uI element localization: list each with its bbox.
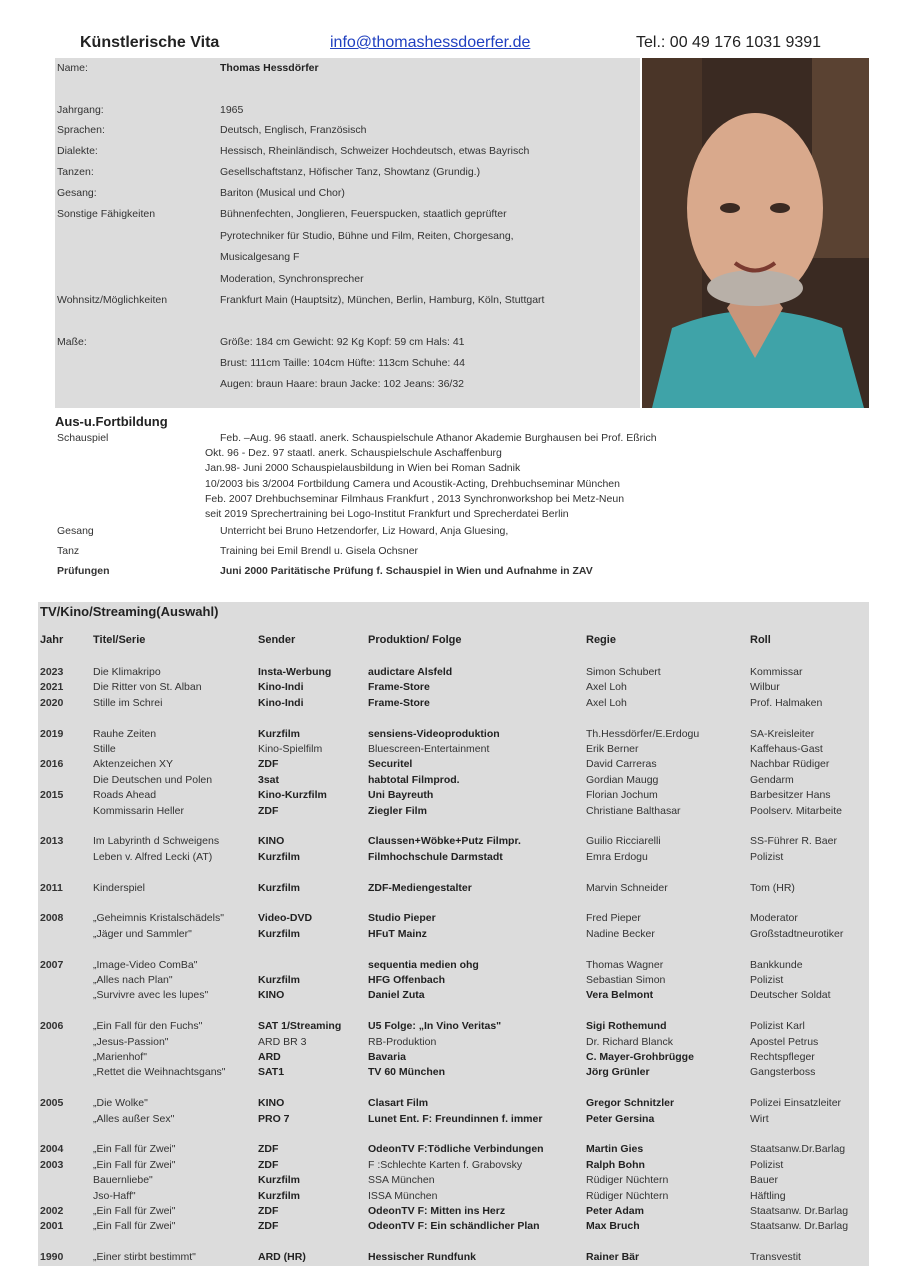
table-cell: Dr. Richard Blanck (586, 1035, 673, 1048)
table-cell: Kommissar (750, 666, 803, 678)
table-cell: Kurzfilm (258, 727, 300, 740)
table-cell: Video-DVD (258, 912, 313, 925)
table-cell: Bluescreen-Entertainment (368, 743, 490, 755)
personal-label: Jahrgang: (57, 104, 104, 116)
table-cell: ARD BR 3 (258, 1035, 307, 1048)
table-cell: Kinderspiel (93, 881, 145, 894)
table-cell: „Ein Fall für den Fuchs" (93, 1020, 203, 1033)
table-cell: ZDF (258, 1220, 279, 1233)
table-cell: Tom (HR) (750, 881, 795, 894)
table-cell: Jso-Haff" (93, 1189, 136, 1202)
table-cell: OdeonTV F: Ein schändlicher Plan (368, 1220, 540, 1233)
table-cell: OdeonTV F:Tödliche Verbindungen (368, 1143, 544, 1156)
table-cell: „Marienhof" (93, 1051, 147, 1063)
table-cell: audictare Alsfeld (368, 666, 453, 678)
table-cell: Ralph Bohn (586, 1158, 645, 1171)
table-cell: „Jesus-Passion" (93, 1035, 169, 1048)
table-row (38, 758, 869, 773)
table-row (38, 959, 869, 974)
table-cell: Sebastian Simon (586, 974, 666, 986)
director-header: Regie (586, 634, 616, 646)
table-row (38, 681, 869, 696)
table-cell: Polizist (750, 1158, 784, 1171)
table-row (38, 697, 869, 712)
table-cell: Fred Pieper (586, 912, 641, 925)
table-cell: Nadine Becker (586, 927, 655, 940)
table-row (38, 1236, 869, 1251)
table-cell: Securitel (368, 758, 413, 771)
table-cell: ZDF (258, 804, 279, 817)
table-cell: Frame-Store (368, 696, 430, 709)
table-cell: Daniel Zuta (368, 989, 425, 1002)
personal-value: Bühnenfechten, Jonglieren, Feuerspucken, staatlich geprüfter (220, 208, 507, 220)
table-cell: KINO (258, 835, 285, 848)
table-cell: „Alles nach Plan" (93, 974, 173, 986)
personal-label: Maße: (57, 336, 87, 348)
table-cell: 2003 (40, 1158, 64, 1171)
table-cell: SS-Führer R. Baer (750, 835, 837, 848)
personal-value: 1965 (220, 104, 244, 116)
table-cell: 2023 (40, 666, 64, 678)
table-cell: KINO (258, 1097, 285, 1110)
table-row (38, 1143, 869, 1158)
table-row (38, 1020, 869, 1035)
table-cell: Kino-Indi (258, 681, 304, 694)
table-cell: Kurzfilm (258, 881, 300, 894)
table-cell: Kino-Spielfilm (258, 743, 323, 755)
table-cell: Axel Loh (586, 681, 627, 694)
education-value: Feb. 2007 Drehbuchseminar Filmhaus Frankfurt , 2013 Synchronworkshop bei Metz-Neun (205, 493, 625, 505)
education-label: Prüfungen (57, 565, 110, 577)
table-cell: Ziegler Film (368, 804, 427, 817)
table-cell: Prof. Halmaken (750, 696, 823, 709)
table-row (38, 789, 869, 804)
table-row (38, 928, 869, 943)
table-cell: Bankkunde (750, 958, 803, 971)
table-row (38, 943, 869, 958)
table-cell: 2007 (40, 958, 64, 971)
personal-value: Augen: braun Haare: braun Jacke: 102 Jeans: 36/32 (220, 378, 465, 390)
table-row (38, 1128, 869, 1143)
table-cell: Peter Adam (586, 1205, 644, 1217)
table-cell: 2013 (40, 835, 64, 848)
personal-value: Thomas Hessdörfer (220, 62, 319, 74)
table-cell: Kurzfilm (258, 974, 300, 986)
personal-value: Brust: 111cm Taille: 104cm Hüfte: 113cm Schuhe: 44 (220, 357, 465, 369)
production-header: Produktion/ Folge (368, 634, 462, 646)
table-cell: Axel Loh (586, 696, 627, 709)
table-cell: sensiens-Videoproduktion (368, 727, 500, 740)
table-cell: Polizist (750, 850, 784, 863)
table-cell: Polizist (750, 974, 784, 986)
table-cell: „Geheimnis Kristalschädels" (93, 912, 224, 925)
table-row (38, 1205, 869, 1220)
table-cell: Jörg Grünler (586, 1066, 650, 1079)
table-row (38, 989, 869, 1004)
table-cell: ZDF (258, 758, 279, 771)
table-cell: ISSA München (368, 1189, 438, 1202)
table-cell: F :Schlechte Karten f. Grabovsky (368, 1158, 523, 1171)
table-cell: Poolserv. Mitarbeite (750, 804, 843, 817)
table-cell: Kaffehaus-Gast (750, 743, 823, 755)
education-value: Training bei Emil Brendl u. Gisela Ochsner (220, 545, 419, 557)
table-cell: 2019 (40, 727, 64, 740)
table-cell: Stille (93, 743, 116, 755)
table-cell: Gendarm (750, 773, 794, 786)
table-cell: C. Mayer-Grohbrügge (586, 1051, 694, 1063)
table-row (38, 666, 869, 681)
table-row (38, 774, 869, 789)
table-cell: „Jäger und Sammler" (93, 927, 192, 940)
table-cell: Bavaria (368, 1051, 406, 1063)
education-title: Aus-u.Fortbildung (55, 414, 168, 429)
table-cell: Gangsterboss (750, 1066, 816, 1079)
year-header: Jahr (40, 634, 64, 646)
education-value: Unterricht bei Bruno Hetzendorfer, Liz Howard, Anja Gluesing, (220, 525, 509, 537)
table-cell: Rechtspfleger (750, 1051, 815, 1063)
education-value: Feb. –Aug. 96 staatl. anerk. Schauspielschule Athanor Akademie Burghausen bei Prof. Eßrich (220, 432, 657, 444)
table-cell: Polizei Einsatzleiter (750, 1097, 842, 1110)
table-cell: Studio Pieper (368, 912, 436, 925)
table-cell: Th.Hessdörfer/E.Erdogu (586, 727, 700, 740)
table-cell: 2015 (40, 789, 64, 802)
table-cell: Thomas Wagner (586, 958, 664, 971)
table-cell: Kurzfilm (258, 927, 300, 940)
role-header: Roll (750, 634, 771, 646)
table-cell: Großstadtneurotiker (750, 927, 844, 940)
table-row (38, 1005, 869, 1020)
table-cell: Vera Belmont (586, 989, 654, 1002)
table-cell: 2016 (40, 758, 64, 771)
table-cell: OdeonTV F: Mitten ins Herz (368, 1205, 506, 1217)
table-row (38, 1051, 869, 1066)
personal-value: Bariton (Musical und Chor) (220, 187, 345, 199)
table-cell: 1990 (40, 1251, 64, 1264)
table-cell: Transvestit (750, 1251, 801, 1264)
table-row (38, 835, 869, 850)
personal-info-panel (55, 58, 640, 408)
table-cell: Im Labyrinth d Schweigens (93, 835, 220, 848)
table-cell: Max Bruch (586, 1220, 640, 1233)
table-cell: Barbesitzer Hans (750, 789, 831, 802)
education-value: seit 2019 Sprechertraining bei Logo-Institut Frankfurt und Sprecherdatei Berlin (205, 508, 569, 520)
table-cell: „Ein Fall für Zwei" (93, 1205, 176, 1217)
table-cell: Florian Jochum (586, 789, 658, 802)
table-row (38, 1066, 869, 1081)
table-cell: KINO (258, 989, 285, 1002)
table-cell: PRO 7 (258, 1112, 290, 1125)
table-cell: Rüdiger Nüchtern (586, 1174, 669, 1187)
table-cell: Kurzfilm (258, 1189, 300, 1202)
table-cell: Lunet Ent. F: Freundinnen f. immer (368, 1112, 543, 1125)
personal-value: Pyrotechniker für Studio, Bühne und Film, Reiten, Chorgesang, (220, 230, 514, 242)
table-cell: 2011 (40, 881, 63, 894)
table-cell: sequentia medien ohg (368, 958, 479, 971)
table-cell: „Ein Fall für Zwei" (93, 1220, 176, 1233)
table-cell: ZDF (258, 1143, 279, 1156)
table-cell: Wirt (750, 1112, 769, 1125)
table-cell: RB-Produktion (368, 1035, 437, 1048)
education-value: 10/2003 bis 3/2004 Fortbildung Camera und Acoustik-Acting, Drehbuchseminar München (205, 478, 620, 490)
table-cell: Hessischer Rundfunk (368, 1251, 476, 1264)
personal-value: Gesellschaftstanz, Höfischer Tanz, Showtanz (Grundig.) (220, 166, 481, 178)
table-cell: Peter Gersina (586, 1112, 655, 1125)
table-cell: „Image-Video ComBa" (93, 958, 198, 971)
table-cell: „Die Wolke" (93, 1097, 148, 1110)
table-cell: „Alles außer Sex" (93, 1112, 175, 1125)
table-row (38, 820, 869, 835)
table-row (38, 851, 869, 866)
table-cell: 3sat (258, 773, 280, 786)
personal-label: Name: (57, 62, 88, 74)
table-cell: ARD (258, 1051, 281, 1063)
table-cell: Bauernliebe" (93, 1174, 153, 1187)
table-cell: Kino-Indi (258, 696, 304, 709)
table-cell: Apostel Petrus (750, 1035, 819, 1048)
education-value: Jan.98- Juni 2000 Schauspielausbildung in Wien bei Roman Sadnik (205, 462, 521, 474)
table-cell: Deutscher Soldat (750, 989, 831, 1002)
education-label: Tanz (57, 545, 80, 557)
table-cell: Die Deutschen und Polen (93, 773, 213, 786)
table-cell: 2008 (40, 912, 64, 925)
table-cell: ZDF (258, 1158, 279, 1171)
personal-label: Tanzen: (57, 166, 94, 178)
personal-label: Dialekte: (57, 145, 98, 157)
table-cell: Die Ritter von St. Alban (93, 681, 202, 694)
table-cell: TV 60 München (368, 1066, 446, 1079)
table-cell: Rauhe Zeiten (93, 727, 157, 740)
table-cell: Guilio Ricciarelli (586, 835, 661, 848)
table-cell: U5 Folge: „In Vino Veritas" (368, 1020, 502, 1033)
table-cell: Uni Bayreuth (368, 789, 434, 802)
table-row (38, 1220, 869, 1235)
portrait-photo (642, 58, 869, 408)
table-cell: Gordian Maugg (586, 773, 659, 786)
table-row (38, 897, 869, 912)
table-row (38, 712, 869, 727)
table-row (38, 1113, 869, 1128)
education-value: Juni 2000 Paritätische Prüfung f. Schauspiel in Wien und Aufnahme in ZAV (220, 565, 593, 577)
filmography-title: TV/Kino/Streaming(Auswahl) (40, 604, 219, 619)
table-cell: 2020 (40, 696, 64, 709)
table-cell: SAT 1/Streaming (258, 1020, 342, 1033)
table-row (38, 1036, 869, 1051)
table-row (38, 974, 869, 989)
table-cell: SAT1 (258, 1066, 285, 1079)
table-cell: 2006 (40, 1020, 64, 1033)
education-label: Schauspiel (57, 432, 109, 444)
table-cell: 2021 (40, 681, 64, 694)
table-row (38, 866, 869, 881)
table-cell: Kurzfilm (258, 850, 300, 863)
table-cell: Die Klimakripo (93, 666, 161, 678)
table-cell: SA-Kreisleiter (750, 727, 815, 740)
table-row (38, 1190, 869, 1205)
table-cell: Rainer Bär (586, 1251, 640, 1264)
table-cell: Simon Schubert (586, 666, 661, 678)
table-cell: ARD (HR) (258, 1251, 306, 1264)
table-row (38, 882, 869, 897)
table-cell: Häftling (750, 1189, 786, 1202)
personal-value: Deutsch, Englisch, Französisch (220, 124, 367, 136)
table-cell: Moderator (750, 912, 798, 925)
table-row (38, 743, 869, 758)
table-cell: Kino-Kurzfilm (258, 789, 327, 802)
table-cell: Leben v. Alfred Lecki (AT) (93, 850, 213, 863)
table-cell: Christiane Balthasar (586, 804, 681, 817)
table-cell: Wilbur (750, 681, 780, 694)
table-cell: Kommissarin Heller (93, 804, 185, 817)
table-row (38, 1159, 869, 1174)
page-title: Künstlerische Vita (80, 34, 220, 51)
table-cell: Sigi Rothemund (586, 1020, 667, 1033)
table-cell: SSA München (368, 1174, 435, 1187)
table-cell: „Einer stirbt bestimmt" (93, 1251, 196, 1264)
table-cell: Clasart Film (368, 1097, 429, 1110)
filmography-panel (38, 602, 869, 1266)
table-cell: Kurzfilm (258, 1174, 300, 1187)
personal-value: Musicalgesang F (220, 251, 300, 263)
table-cell: David Carreras (586, 758, 657, 771)
table-cell: Claussen+Wöbke+Putz Filmpr. (368, 835, 521, 848)
education-label: Gesang (57, 525, 94, 537)
personal-label: Gesang: (57, 187, 97, 199)
education-value: Okt. 96 - Dez. 97 staatl. anerk. Schauspielschule Aschaffenburg (205, 447, 502, 459)
personal-label: Wohnsitz/Möglichkeiten (57, 294, 168, 306)
table-cell: HFG Offenbach (368, 974, 446, 986)
table-cell: 2004 (40, 1143, 64, 1156)
table-cell: Stille im Schrei (93, 696, 163, 709)
email-link[interactable]: info@thomashessdoerfer.de (330, 34, 531, 51)
table-cell: Staatsanw.Dr.Barlag (750, 1143, 846, 1156)
table-cell: Insta-Werbung (258, 666, 332, 678)
table-cell: 2001 (40, 1220, 64, 1233)
table-cell: Bauer (750, 1174, 779, 1187)
table-row (38, 1174, 869, 1189)
table-cell: Staatsanw. Dr.Barlag (750, 1220, 849, 1233)
table-cell: „Ein Fall für Zwei" (93, 1143, 176, 1156)
personal-value: Frankfurt Main (Hauptsitz), München, Berlin, Hamburg, Köln, Stuttgart (220, 294, 545, 306)
table-cell: Aktenzeichen XY (93, 758, 173, 771)
table-row (38, 1082, 869, 1097)
table-cell: Emra Erdogu (586, 850, 648, 863)
phone-number: Tel.: 00 49 176 1031 9391 (636, 34, 822, 51)
title-header: Titel/Serie (93, 634, 146, 646)
table-cell: „Ein Fall für Zwei" (93, 1158, 176, 1171)
personal-label: Sonstige Fähigkeiten (57, 208, 156, 220)
table-cell: Rüdiger Nüchtern (586, 1189, 669, 1202)
table-cell: Marvin Schneider (586, 881, 668, 894)
table-cell: Gregor Schnitzler (586, 1097, 675, 1110)
table-row (38, 1097, 869, 1112)
table-cell: HFuT Mainz (368, 927, 427, 940)
table-row (38, 805, 869, 820)
table-cell: habtotal Filmprod. (368, 773, 460, 786)
personal-label: Sprachen: (57, 124, 105, 136)
table-cell: „Survivre avec les lupes" (93, 989, 209, 1002)
table-cell: Filmhochschule Darmstadt (368, 850, 503, 863)
table-cell: 2002 (40, 1205, 64, 1217)
table-row (38, 912, 869, 927)
table-cell: Roads Ahead (93, 789, 157, 802)
channel-header: Sender (258, 634, 296, 646)
table-cell: ZDF (258, 1205, 279, 1217)
table-cell: Erik Berner (586, 743, 639, 755)
personal-value: Moderation, Synchronsprecher (220, 273, 364, 285)
table-cell: Frame-Store (368, 681, 430, 694)
table-cell: Polizist Karl (750, 1020, 805, 1033)
table-cell: Nachbar Rüdiger (750, 758, 830, 771)
table-row (38, 1251, 869, 1266)
personal-value: Hessisch, Rheinländisch, Schweizer Hochdeutsch, etwas Bayrisch (220, 145, 530, 157)
table-row (38, 728, 869, 743)
table-cell: Martin Gies (586, 1143, 644, 1156)
table-cell: ZDF-Mediengestalter (368, 881, 472, 894)
table-cell: „Rettet die Weihnachtsgans" (93, 1066, 226, 1079)
personal-value: Größe: 184 cm Gewicht: 92 Kg Kopf: 59 cm Hals: 41 (220, 336, 465, 348)
table-cell: Staatsanw. Dr.Barlag (750, 1205, 849, 1217)
table-cell: 2005 (40, 1097, 64, 1110)
